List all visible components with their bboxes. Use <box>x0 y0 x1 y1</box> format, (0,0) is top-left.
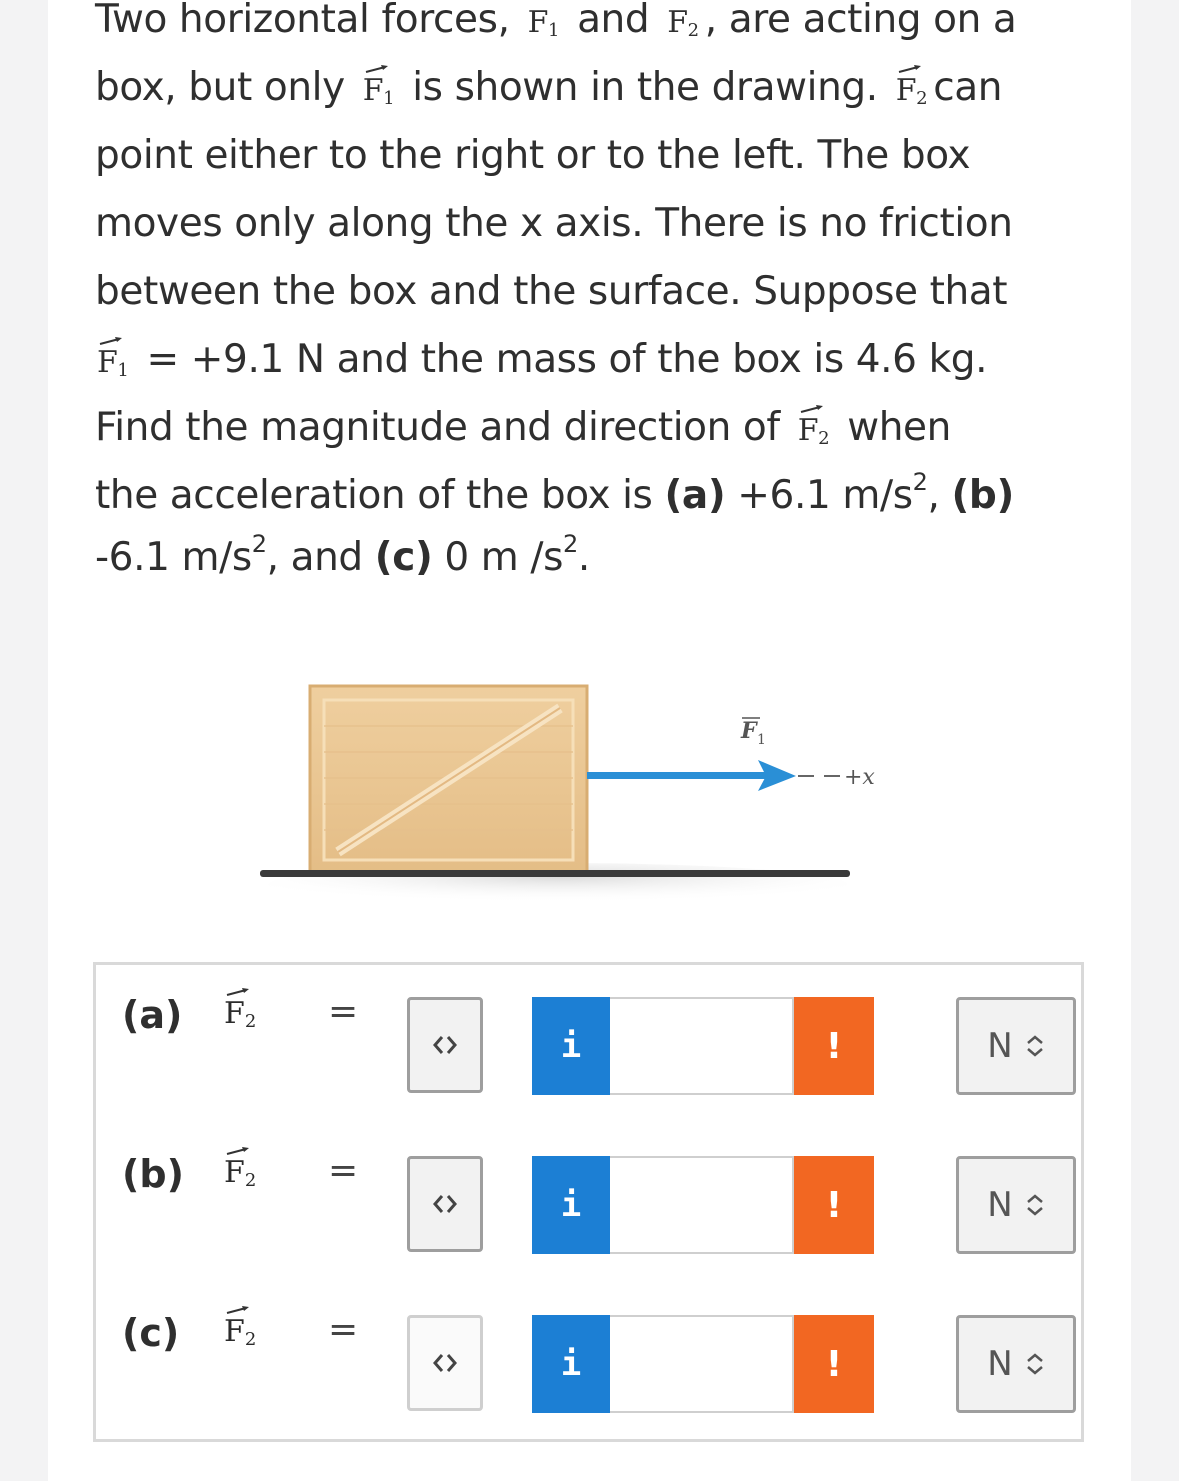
unit-select[interactable] <box>956 997 1076 1095</box>
question-line-3: point either to the right or to the left. The box <box>95 133 971 178</box>
force-label-f1: F <box>741 718 757 744</box>
text-span: can <box>933 65 1003 110</box>
vector-subscript: 2 <box>244 1011 257 1032</box>
question-line-2 <box>95 54 1095 122</box>
vector-f2 <box>222 1314 258 1350</box>
unit-label: N <box>987 1185 1013 1225</box>
vector-f1 <box>95 345 130 381</box>
value-input[interactable] <box>610 1156 794 1254</box>
info-button[interactable]: i <box>532 1156 610 1254</box>
part-c-label: (c) <box>374 535 433 580</box>
vector-arrow-icon <box>898 64 922 76</box>
info-button[interactable]: i <box>532 1315 610 1413</box>
axis-label: +x <box>844 765 875 790</box>
vector-subscript: 2 <box>818 428 830 449</box>
superscript: 2 <box>251 530 267 558</box>
sign-select[interactable] <box>407 1315 483 1411</box>
question-line-7 <box>95 394 1095 462</box>
vector-f2 <box>796 413 831 449</box>
vector-f1 <box>526 5 561 41</box>
text-span: and <box>577 0 650 42</box>
vector-arrow-icon <box>99 336 123 348</box>
equals-sign: = <box>328 991 359 1032</box>
vector-letter: F <box>224 996 245 1031</box>
vector-subscript: 1 <box>117 360 129 381</box>
vector-letter: F <box>224 1155 245 1190</box>
chevron-left-right-icon <box>433 1034 457 1056</box>
unit-select[interactable] <box>956 1315 1076 1413</box>
row-label: (a) <box>122 993 183 1037</box>
equals-sign: = <box>328 1150 359 1191</box>
vector-f2 <box>222 1155 258 1191</box>
value-input[interactable] <box>610 1315 794 1413</box>
accel-a: +6.1 m/s <box>737 473 913 518</box>
vector-subscript: 2 <box>244 1170 257 1191</box>
chevron-left-right-icon <box>433 1352 457 1374</box>
answer-row-b <box>96 1124 1081 1226</box>
vector-arrow-icon <box>226 1146 250 1158</box>
accel-b: -6.1 m/s <box>95 535 252 580</box>
warning-button[interactable]: ! <box>794 1315 874 1413</box>
vector-letter: F <box>97 345 118 380</box>
unit-label: N <box>987 1344 1013 1384</box>
text-span: when <box>847 405 951 450</box>
answer-row-c <box>96 1283 1081 1385</box>
vector-subscript: 1 <box>383 88 395 109</box>
chevron-up-down-icon <box>1025 1193 1045 1217</box>
vector-arrow-icon <box>226 987 250 999</box>
sign-select[interactable] <box>407 997 483 1093</box>
vector-f2 <box>894 73 929 109</box>
answer-panel <box>93 962 1084 1442</box>
warning-button[interactable]: ! <box>794 997 874 1095</box>
question-line-4: moves only along the x axis. There is no friction <box>95 201 1013 246</box>
question-line-8: the acceleration of the box is (a) +6.1 $m/s^2$, (b) <box>95 468 1014 518</box>
text-span: is shown in the drawing. <box>412 65 878 110</box>
chevron-up-down-icon <box>1025 1352 1045 1376</box>
part-a-label: (a) <box>664 473 726 518</box>
value-input[interactable] <box>610 997 794 1095</box>
text-span: . <box>577 535 590 580</box>
force-label-sub: 1 <box>757 732 766 748</box>
vector-arrow-icon <box>226 1305 250 1317</box>
question-line-1 <box>95 0 1095 54</box>
answer-row-a <box>96 965 1081 1067</box>
row-label: (c) <box>122 1311 180 1355</box>
vector-f2 <box>222 996 258 1032</box>
vector-letter: F <box>667 5 688 40</box>
text-span: = +9.1 N and the mass of the box is 4.6 kg. <box>146 337 988 382</box>
question-line-5: between the box and the surface. Suppose that <box>95 269 1008 314</box>
vector-arrow-icon <box>365 64 389 76</box>
vector-letter: F <box>362 73 384 108</box>
row-label: (b) <box>122 1152 184 1196</box>
vector-letter: F <box>527 5 548 40</box>
question-line-9 <box>95 524 1095 592</box>
vector-letter: F <box>797 413 819 448</box>
question-line-6 <box>95 326 1095 394</box>
ground-surface <box>260 870 850 877</box>
warning-button[interactable]: ! <box>794 1156 874 1254</box>
text-span: box, but only <box>95 65 345 110</box>
vector-subscript: 1 <box>548 20 560 41</box>
text-span: , and <box>266 535 363 580</box>
text-span: the acceleration of the box is <box>95 473 653 518</box>
vector-f1 <box>361 73 396 109</box>
force-arrow-f1 <box>587 760 796 791</box>
sign-select[interactable] <box>407 1156 483 1252</box>
vector-f2 <box>665 5 700 41</box>
superscript: 2 <box>912 468 928 496</box>
vector-letter: F <box>224 1314 245 1349</box>
text-span: Two horizontal forces, <box>95 0 510 42</box>
question-text <box>95 0 1095 592</box>
chevron-up-down-icon <box>1025 1034 1045 1058</box>
unit-label: N <box>987 1026 1013 1066</box>
vector-subscript: 2 <box>916 88 928 109</box>
chevron-left-right-icon <box>433 1193 457 1215</box>
text-span: , are acting on a <box>704 0 1017 42</box>
text-span: Find the magnitude and direction of <box>95 405 780 450</box>
info-button[interactable]: i <box>532 997 610 1095</box>
vector-subscript: 2 <box>244 1329 257 1350</box>
equals-sign: = <box>328 1309 359 1350</box>
unit-select[interactable] <box>956 1156 1076 1254</box>
superscript: 2 <box>563 530 578 558</box>
vector-subscript: 2 <box>687 20 699 41</box>
accel-c: 0 m /s <box>444 535 564 580</box>
box-force-diagram <box>258 680 875 910</box>
vector-letter: F <box>895 73 917 108</box>
part-b-label: (b) <box>951 473 1014 518</box>
wooden-crate <box>310 686 587 874</box>
vector-arrow-icon <box>800 404 824 416</box>
